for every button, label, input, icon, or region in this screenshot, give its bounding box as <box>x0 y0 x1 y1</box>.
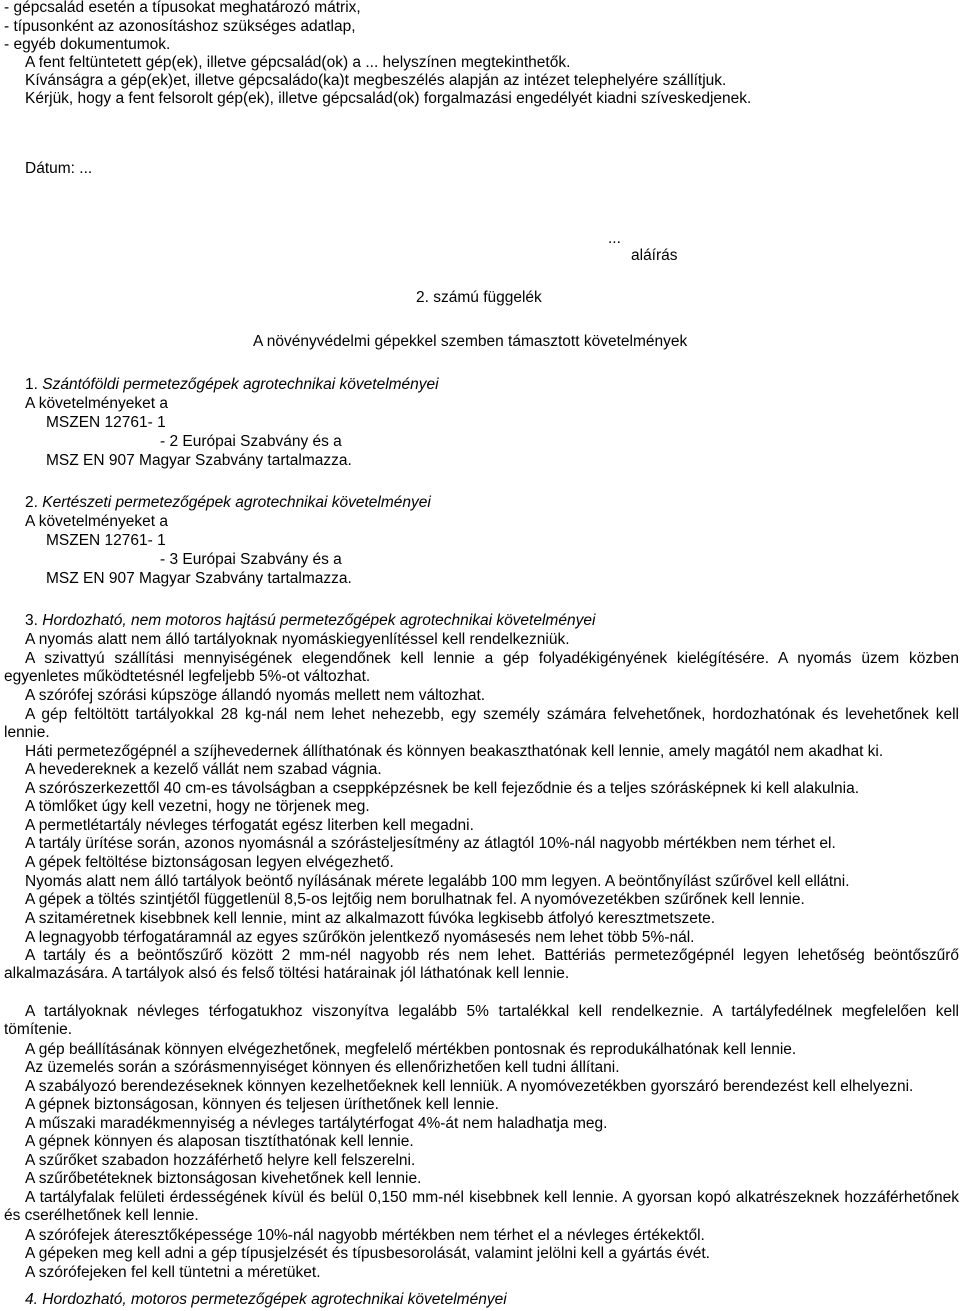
requirement-paragraph: A tartályfalak felületi érdességének kívül és belül 0,150 mm-nél kisebbnek kell lennie. A gyorsan kopó alkatrészeknek hozzáférhetőnek és cserélhetőnek kell lennie. <box>4 1189 959 1225</box>
requirement-paragraph: A tartály és a beöntőszűrő között 2 mm-nél nagyobb rés nem lehet. Battériás permetezőgépnél legyen lehetőség beöntőszűrő alkalmazására. A tartályok alsó és felső töltési határainak jól láthatónak kell lennie. <box>4 947 959 983</box>
intro-line: - típusonként az azonosításhoz szükséges adatlap, <box>4 18 356 35</box>
intro-line: Kívánságra a gép(ek)et, illetve gépcsaládo(ka)t megbeszélés alapján az intézet telephelyére szállítjuk. <box>25 72 727 89</box>
section-line: MSZ EN 907 Magyar Szabvány tartalmazza. <box>46 570 352 587</box>
requirement-paragraph: Háti permetezőgépnél a szíjhevedernek állíthatónak és könnyen beakaszthatónak kell lennie, amely magától nem akadhat ki. <box>25 743 884 760</box>
requirement-paragraph: A tömlőket úgy kell vezetni, hogy ne törjenek meg. <box>25 798 370 815</box>
section-heading <box>25 612 595 630</box>
section-line: - 2 Európai Szabvány és a <box>160 433 342 450</box>
requirement-paragraph: A gépnek biztonságosan, könnyen és teljesen üríthetőnek kell lennie. <box>25 1096 499 1113</box>
section-line: A követelményeket a <box>25 395 169 412</box>
section-line: MSZEN 12761- 1 <box>46 532 166 549</box>
section-line: MSZEN 12761- 1 <box>46 414 166 431</box>
section-number: 2. <box>25 494 38 511</box>
requirement-paragraph: A szórófej szórási kúpszöge állandó nyomás mellett nem változhat. <box>25 687 486 704</box>
requirement-paragraph: A gépek a töltés szintjétől függetlenül 8,5-os lejtőig nem borulhatnak fel. A nyomóvezetékben szűrőnek kell lennie. <box>25 891 805 908</box>
intro-line: - gépcsalád esetén a típusokat meghatározó mátrix, <box>4 0 361 16</box>
requirement-paragraph: A szabályozó berendezéseknek könnyen kezelhetőeknek kell lenniük. A nyomóvezetékben gyorszáró berendezést kell elhelyezni. <box>25 1078 914 1095</box>
date-line: Dátum: ... <box>25 160 93 177</box>
section-heading <box>25 1291 507 1309</box>
requirement-paragraph: A műszaki maradékmennyiség a névleges tartálytérfogat 4%-át nem haladhatja meg. <box>25 1115 608 1132</box>
requirement-paragraph: A nyomás alatt nem álló tartályoknak nyomáskiegyenlítéssel kell rendelkezniük. <box>25 631 570 648</box>
requirement-paragraph: A gép beállításának könnyen elvégezhetőnek, megfelelő mértékben pontosnak és reprodukálhatónak kell lennie. <box>25 1041 797 1058</box>
appendix-subtitle: A növényvédelmi gépekkel szemben támasztott követelmények <box>253 333 688 350</box>
requirement-paragraph: A szivattyú szállítási mennyiségének elegendőnek kell lennie a gép folyadékigényének kielégítésére. A nyomás üzem közben egyenletes működtetésnél legfeljebb 5%-ot változhat. <box>4 650 959 686</box>
intro-line: - egyéb dokumentumok. <box>4 36 171 53</box>
requirement-paragraph: A gépeken meg kell adni a gép típusjelzését és típusbesorolását, valamint jelölni kell a gyártás évét. <box>25 1245 710 1262</box>
requirement-paragraph: A szűrőket szabadon hozzáférhető helyre kell felszerelni. <box>25 1152 416 1169</box>
section-number: 4. <box>25 1291 38 1308</box>
signature-dots: ... <box>608 230 621 247</box>
requirement-paragraph: A legnagyobb térfogatáramnál az egyes szűrőkön jelentkező nyomásesés nem lehet több 5%-nál. <box>25 929 695 946</box>
requirement-paragraph: A gép feltöltött tartályokkal 28 kg-nál nem lehet nehezebb, egy személy számára felvehetőnek, hordozhatónak és levehetőnek kell lennie. <box>4 706 959 742</box>
signature-label: aláírás <box>631 247 678 264</box>
section-line: A követelményeket a <box>25 513 169 530</box>
section-title: Kertészeti permetezőgépek agrotechnikai követelményei <box>42 494 431 511</box>
requirement-paragraph: A szűrőbetéteknek biztonságosan kivehetőnek kell lennie. <box>25 1170 422 1187</box>
requirement-paragraph: A szórószerkezettől 40 cm-es távolságban a cseppképzésnek be kell fejeződnie és a teljes szórásképnek ki kell alakulnia. <box>25 780 860 797</box>
requirement-paragraph: A tartályoknak névleges térfogatukhoz viszonyítva legalább 5% tartalékkal kell rendelkeznie. A tartályfedélnek megfelelően kell tömítenie. <box>4 1003 959 1039</box>
requirement-paragraph: A tartály ürítése során, azonos nyomásnál a szórásteljesítmény az átlagtól 10%-nál nagyobb mértékben nem térhet el. <box>25 835 836 852</box>
appendix-title: 2. számú függelék <box>416 289 542 306</box>
requirement-paragraph: A szórófejeken fel kell tüntetni a méretüket. <box>25 1264 321 1281</box>
requirement-paragraph: Az üzemelés során a szórásmennyiséget könnyen és ellenőrizhetően kell tudni állítani. <box>25 1059 620 1076</box>
requirement-paragraph: A gépnek könnyen és alaposan tisztíthatónak kell lennie. <box>25 1133 414 1150</box>
requirement-paragraph: A permetlétartály névleges térfogatát egész literben kell megadni. <box>25 817 474 834</box>
section-heading <box>25 494 431 512</box>
section-heading <box>25 376 439 394</box>
intro-line: A fent feltüntetett gép(ek), illetve gépcsalád(ok) a ... helyszínen megtekinthetők. <box>25 54 571 71</box>
section-number: 1. <box>25 376 38 393</box>
intro-line: Kérjük, hogy a fent felsorolt gép(ek), illetve gépcsalád(ok) forgalmazási engedélyét kiadni szíveskedjenek. <box>25 90 752 107</box>
requirement-paragraph: A hevedereknek a kezelő vállát nem szabad vágnia. <box>25 761 382 778</box>
section-line: - 3 Európai Szabvány és a <box>160 551 342 568</box>
requirement-paragraph: A szórófejek áteresztőképessége 10%-nál nagyobb mértékben nem térhet el a névleges értékektől. <box>25 1227 705 1244</box>
section-title: Hordozható, motoros permetezőgépek agrotechnikai követelményei <box>42 1291 507 1308</box>
section-line: MSZ EN 907 Magyar Szabvány tartalmazza. <box>46 452 352 469</box>
section-number: 3. <box>25 612 38 629</box>
requirement-paragraph: A szitaméretnek kisebbnek kell lennie, mint az alkalmazott fúvóka legkisebb átfolyó keresztmetszete. <box>25 910 716 927</box>
section-title: Hordozható, nem motoros hajtású permetezőgépek agrotechnikai követelményei <box>42 612 596 629</box>
section-title: Szántóföldi permetezőgépek agrotechnikai követelményei <box>42 376 439 393</box>
requirement-paragraph: A gépek feltöltése biztonságosan legyen elvégezhető. <box>25 854 394 871</box>
requirement-paragraph: Nyomás alatt nem álló tartályok beöntő nyílásának mérete legalább 100 mm legyen. A beöntőnyílást szűrővel kell ellátni. <box>25 873 850 890</box>
